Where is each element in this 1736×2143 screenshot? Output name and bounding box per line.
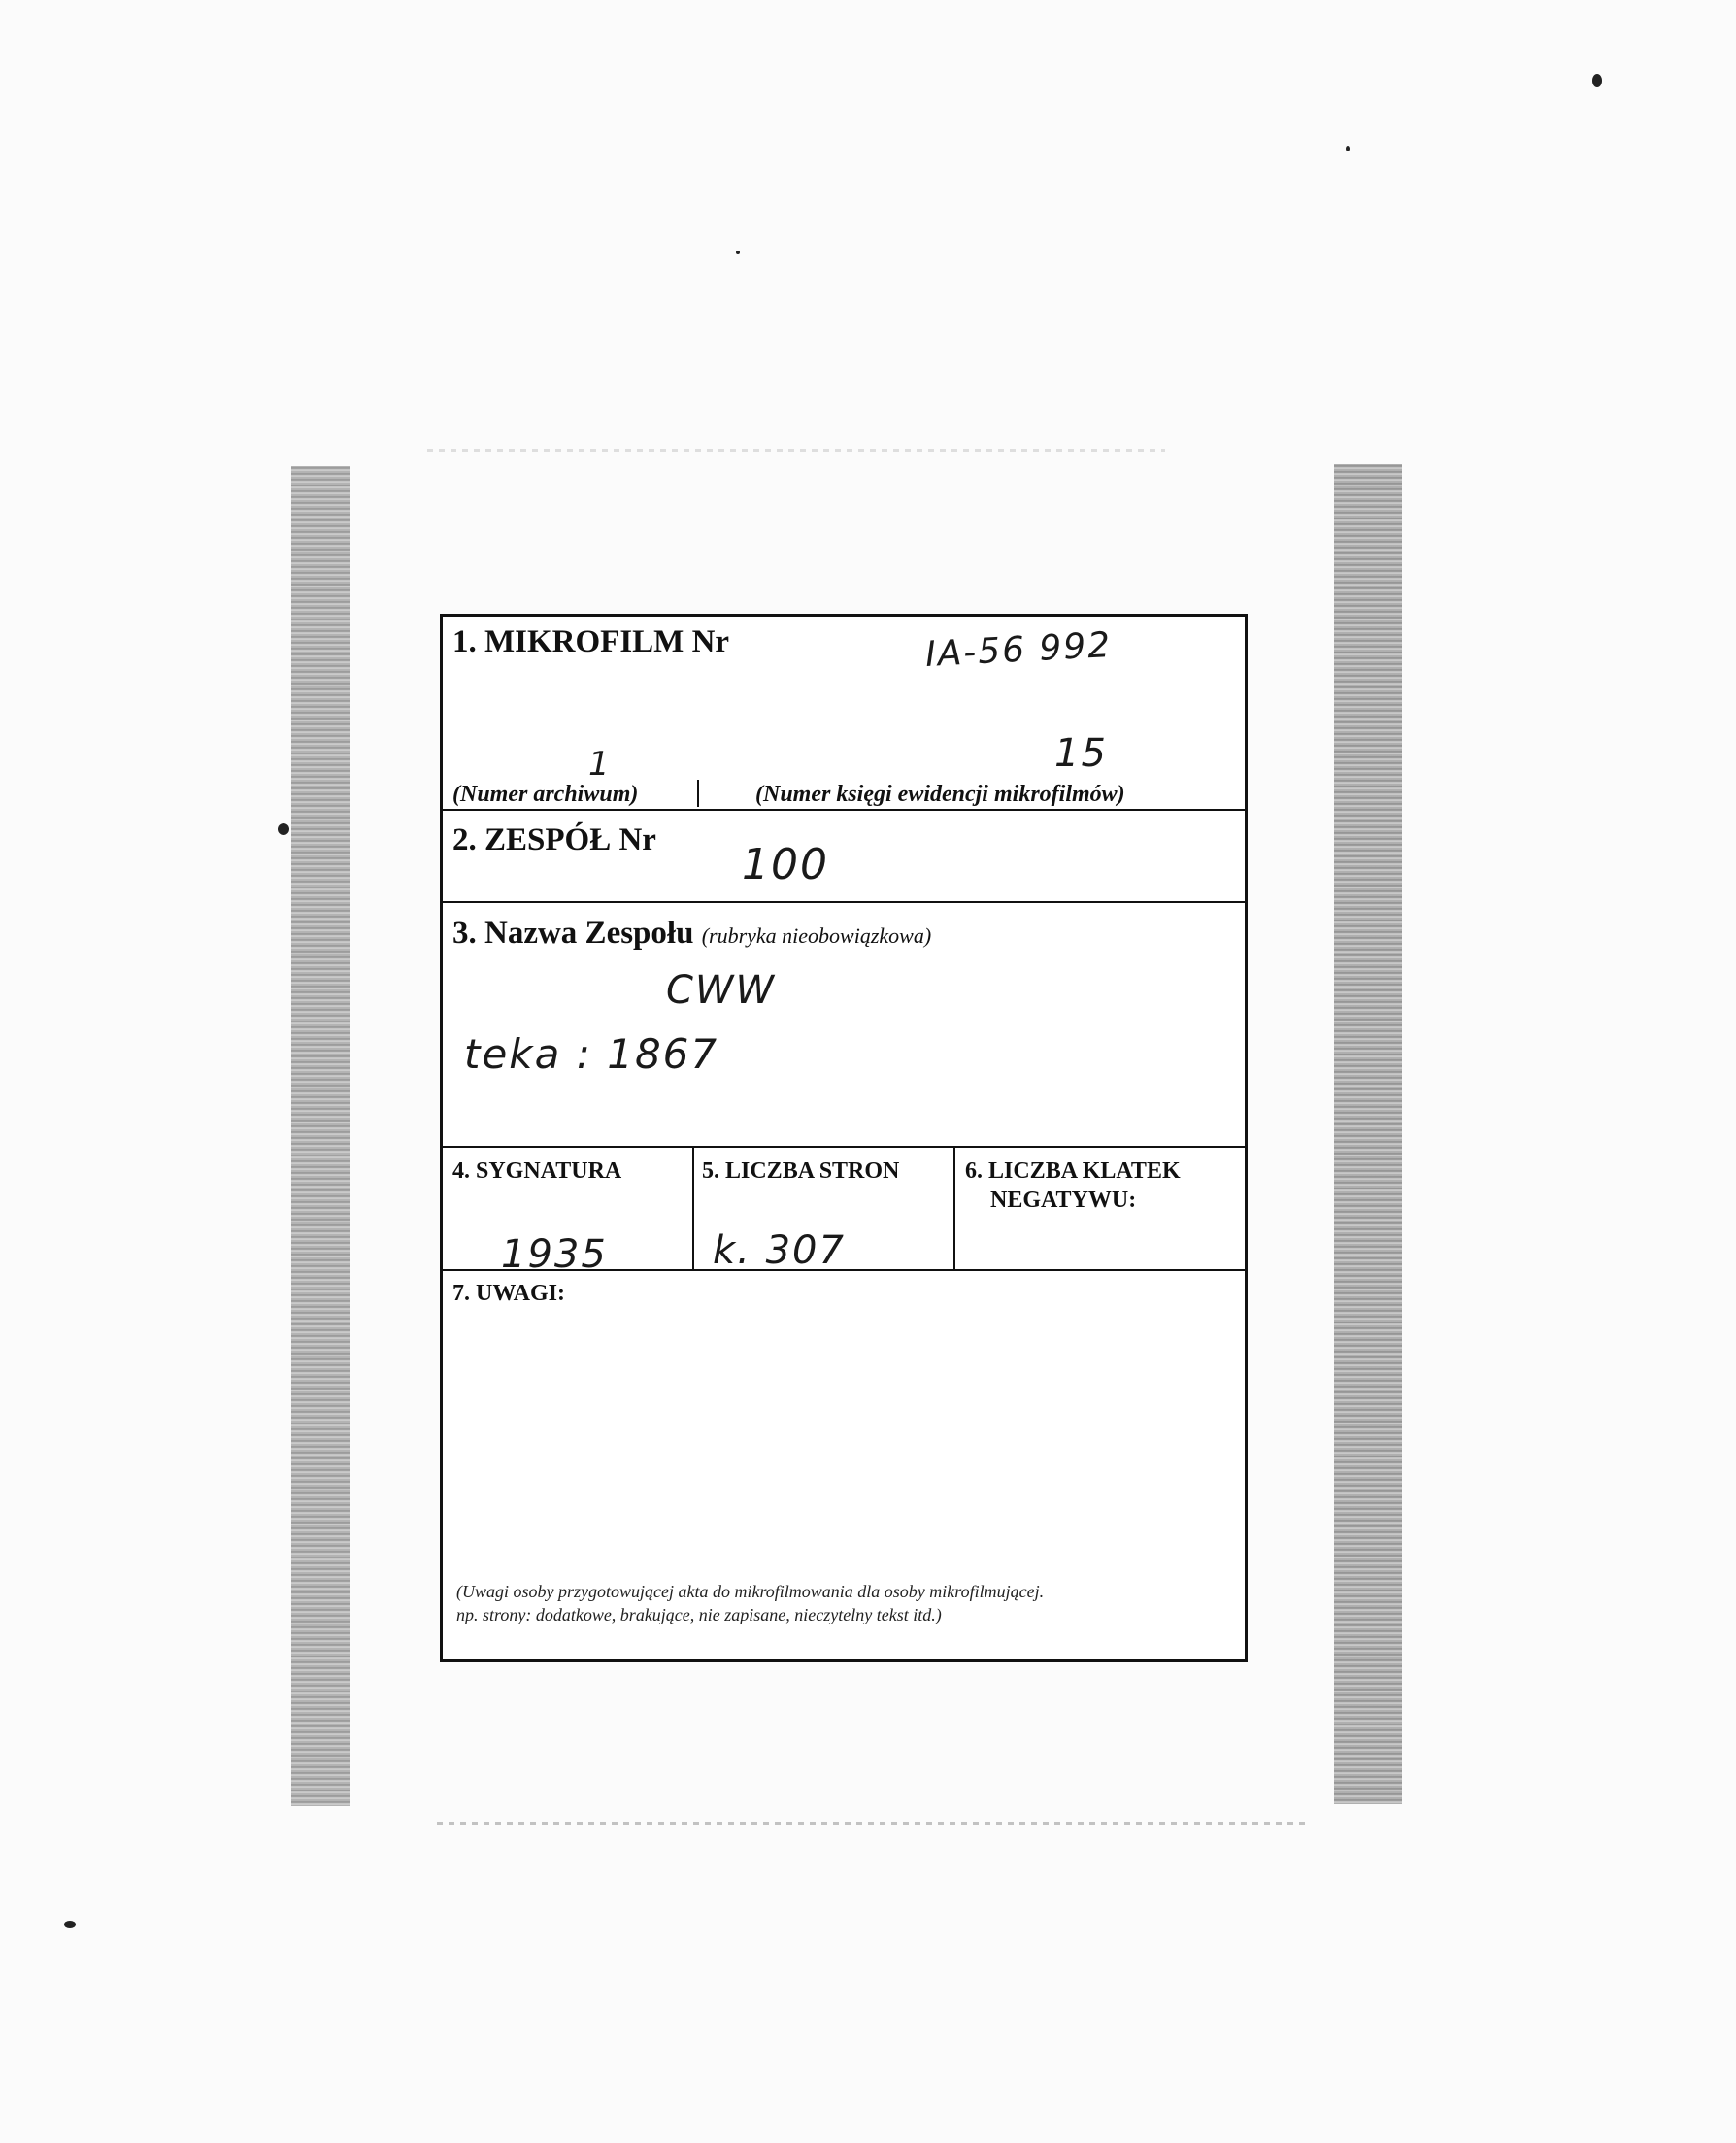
field7-instructions-line2: np. strony: dodatkowe, brakujące, nie zapisane, nieczytelny tekst itd.) [456, 1605, 942, 1624]
scan-edge-left [291, 466, 350, 1806]
field7-label: 7. UWAGI: [452, 1281, 566, 1306]
microfilm-form [440, 614, 1248, 1662]
dust-speck [1592, 74, 1602, 87]
field3-label-text: 3. Nazwa Zespołu [452, 916, 694, 951]
archive-number-handwritten-value: 1 [588, 745, 612, 784]
column-divider-2 [953, 1146, 955, 1269]
field6-label-line2: NEGATYWU: [990, 1188, 1137, 1213]
register-number-handwritten-value: 15 [1054, 731, 1108, 776]
archive-number-label: (Numer archiwum) [452, 782, 639, 807]
dust-speck [278, 823, 289, 835]
field3-optional-note: (rubryka nieobowiązkowa) [701, 923, 932, 948]
field4-label: 4. SYGNATURA [452, 1158, 622, 1184]
field3-label [452, 916, 931, 952]
dust-speck [736, 251, 740, 254]
scan-edge-right [1334, 464, 1402, 1804]
field7-instructions [456, 1580, 1243, 1626]
column-divider-1 [692, 1146, 694, 1269]
field5-handwritten-value: k. 307 [713, 1228, 846, 1273]
field5-label: 5. LICZBA STRON [702, 1158, 900, 1184]
scan-line-top [427, 449, 1165, 452]
field3-handwritten-extra: teka : 1867 [464, 1030, 719, 1078]
field4-handwritten-value: 1935 [501, 1232, 608, 1277]
field7-instructions-line1: (Uwagi osoby przygotowującej akta do mikrofilmowania dla osoby mikrofilmującej. [456, 1582, 1045, 1601]
field2-label: 2. ZESPÓŁ Nr [452, 822, 656, 857]
field6-label-line1: 6. LICZBA KLATEK [965, 1158, 1181, 1184]
scan-line-bottom [437, 1822, 1311, 1825]
row-divider-4 [443, 1269, 1245, 1271]
row-divider-1 [443, 809, 1245, 811]
field2-handwritten-value: 100 [742, 840, 829, 889]
archive-separator [697, 780, 699, 807]
dust-speck [64, 1921, 76, 1928]
row-divider-2 [443, 901, 1245, 903]
register-number-label: (Numer księgi ewidencji mikrofilmów) [755, 782, 1125, 807]
dust-speck [1346, 146, 1350, 151]
field3-handwritten-value: CWW [666, 968, 777, 1013]
field1-handwritten-value: IA-56 992 [924, 624, 1114, 676]
row-divider-3 [443, 1146, 1245, 1148]
field1-label: 1. MIKROFILM Nr [452, 624, 730, 659]
